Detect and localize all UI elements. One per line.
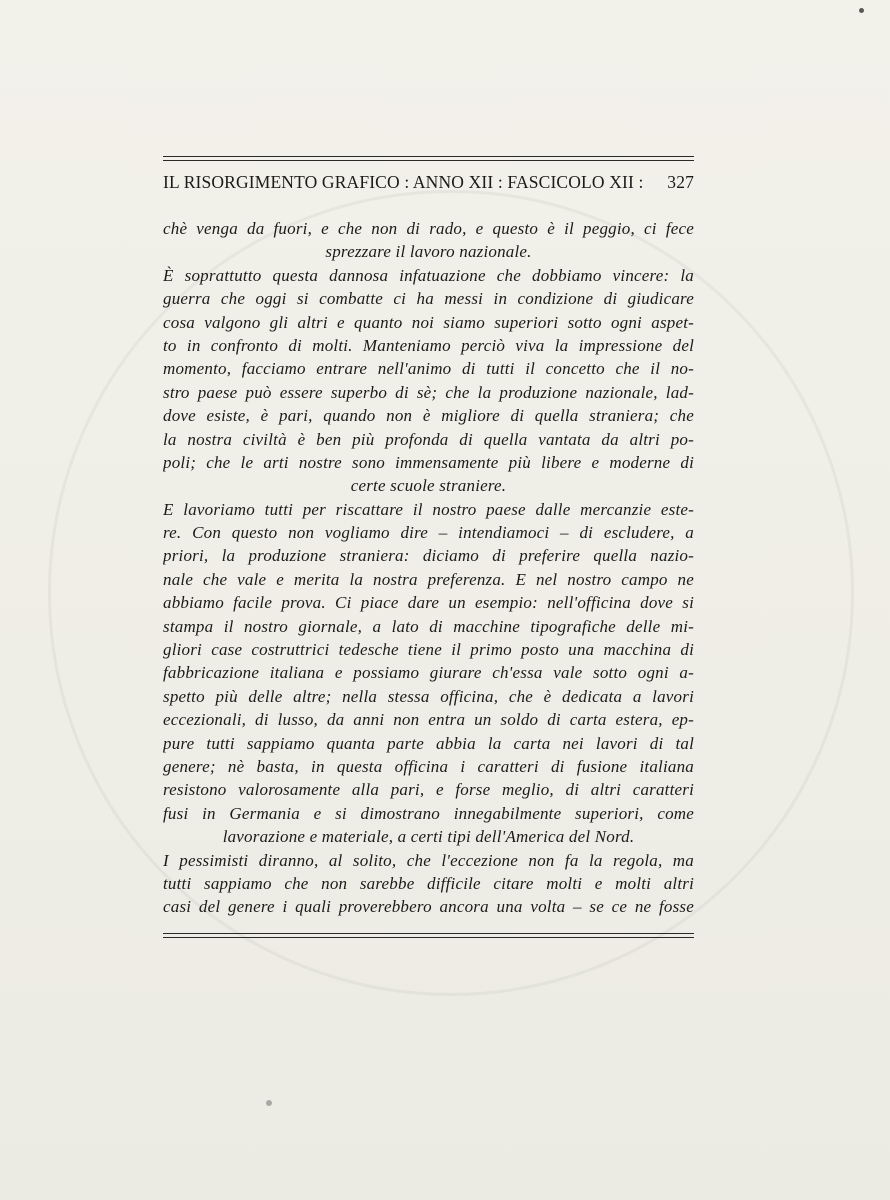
text-line: momento, facciamo entrare nell'animo di tutti il concetto che il no-: [163, 359, 694, 379]
text-line: gliori case costruttrici tedesche tiene il primo posto una macchina di: [163, 640, 694, 660]
text-line: genere; nè basta, in questa officina i caratteri di fusione italiana: [163, 756, 694, 776]
text-line: pure tutti sappiamo quanta parte abbia la carta nei lavori di tal: [163, 733, 694, 753]
text-line: priori, la produzione straniera: diciamo di preferire quella nazio-: [163, 546, 694, 566]
text-line: abbiamo facile prova. Ci piace dare un esempio: nell'officina dove si: [163, 593, 694, 613]
text-line: stro paese può essere superbo di sè; che la produzione nazionale, lad-: [163, 382, 694, 402]
article-body: [163, 217, 694, 919]
text-line: poli; che le arti nostre sono immensamente più libere e moderne di: [163, 452, 694, 472]
text-line: chè venga da fuori, e che non di rado, e questo è il peggio, ci fece: [163, 219, 694, 238]
text-line: casi del genere i quali proverebbero ancora una volta – se ce ne fosse: [163, 897, 694, 917]
text-line: la nostra civiltà è ben più profonda di quella vantata da altri po-: [163, 429, 694, 449]
text-line: tutti sappiamo che non sarebbe difficile citare molti e molti altri: [163, 873, 694, 893]
text-line: fabbricazione italiana e possiamo giurare ch'essa vale sotto ogni a-: [163, 663, 694, 683]
footer-double-rule: [163, 933, 694, 938]
text-line: to in confronto di molti. Manteniamo perciò viva la impressione del: [163, 335, 694, 355]
text-line: eccezionali, di lusso, da anni non entra un soldo di carta estera, ep-: [163, 710, 694, 730]
text-line: resistono valorosamente alla pari, e forse meglio, di altri caratteri: [163, 780, 694, 800]
header-double-rule: [163, 156, 694, 161]
text-line: spetto più delle altre; nella stessa officina, che è dedicata a lavori: [163, 686, 694, 706]
running-header-title: IL RISORGIMENTO GRAFICO : ANNO XII : FASCICOLO XII :: [163, 172, 644, 192]
text-line: E lavoriamo tutti per riscattare il nostro paese dalle mercanzie este-: [163, 499, 694, 519]
text-line: I pessimisti diranno, al solito, che l'eccezione non fa la regola, ma: [163, 850, 694, 870]
running-header: [163, 172, 694, 193]
corner-mark: [859, 8, 864, 13]
text-line: guerra che oggi si combatte ci ha messi in condizione di giudicare: [163, 289, 694, 309]
page-number: 327: [667, 172, 694, 192]
text-line: nale che vale e merita la nostra preferenza. E nel nostro campo ne: [163, 569, 694, 589]
text-line: È soprattutto questa dannosa infatuazione che dobbiamo vincere: la: [163, 265, 694, 285]
text-line: cosa valgono gli altri e quanto noi siamo superiori sotto ogni aspet-: [163, 312, 694, 332]
text-line: dove esiste, è pari, quando non è migliore di quella straniera; che: [163, 406, 694, 426]
paper-speck: [266, 1100, 272, 1106]
text-line: fusi in Germania e si dimostrano innegabilmente superiori, come: [163, 803, 694, 823]
text-line: lavorazione e materiale, a certi tipi dell'America del Nord.: [222, 827, 635, 847]
text-line: certe scuole straniere.: [350, 476, 507, 496]
text-line: stampa il nostro giornale, a lato di macchine tipografiche delle mi-: [163, 616, 694, 636]
text-line: sprezzare il lavoro nazionale.: [325, 242, 532, 262]
text-line: re. Con questo non vogliamo dire – intendiamoci – di escludere, a: [163, 523, 694, 543]
